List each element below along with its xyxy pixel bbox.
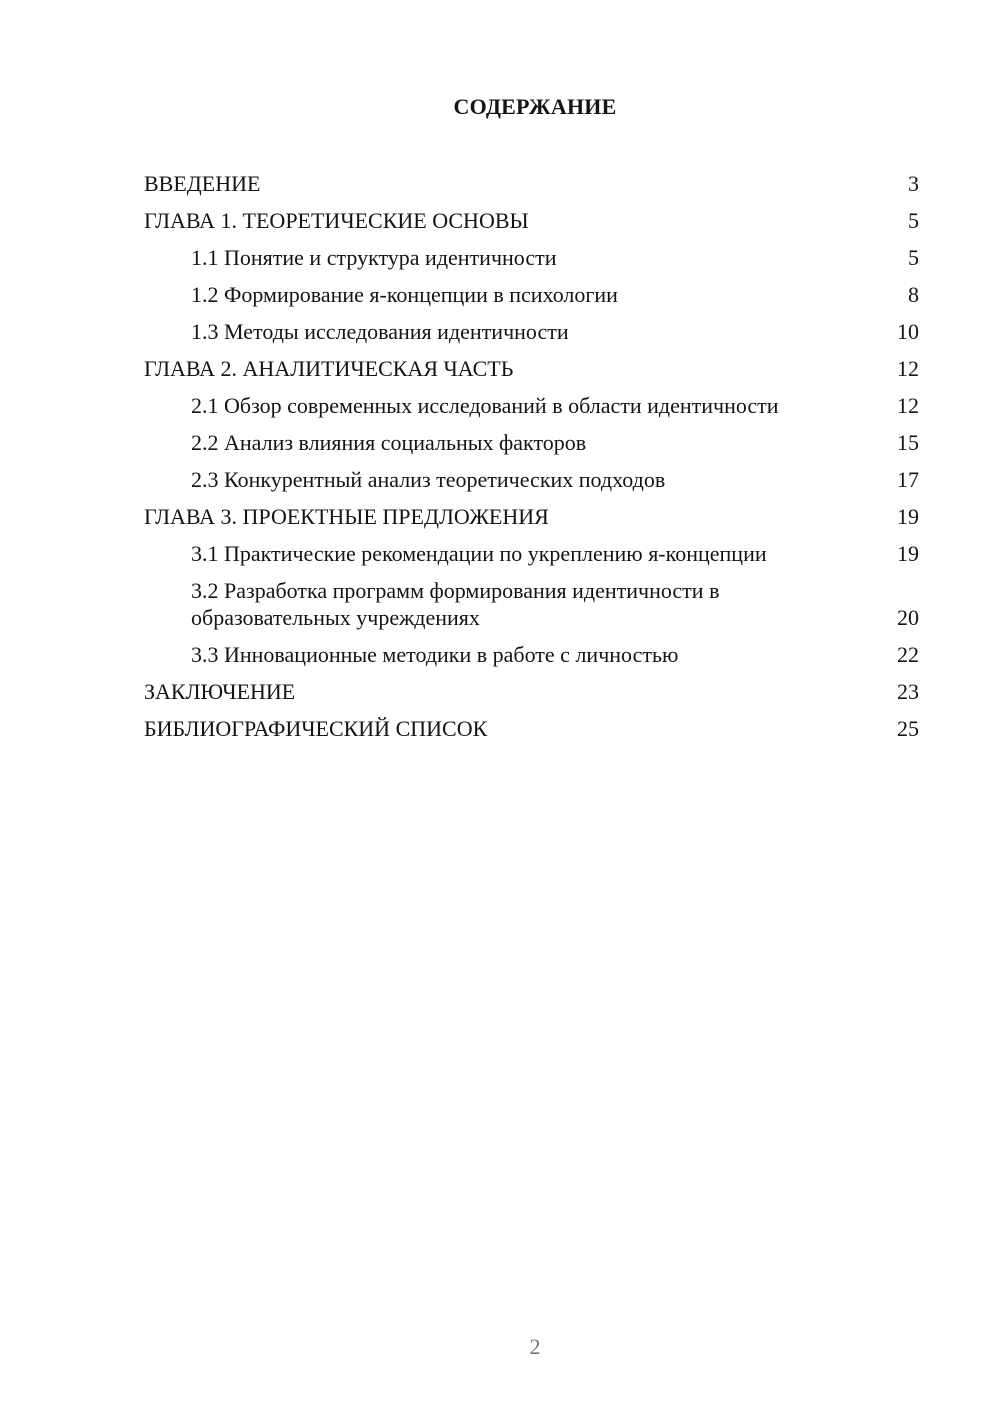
toc-entry-section-1-1[interactable] bbox=[144, 244, 919, 271]
toc-entry-page: 17 bbox=[897, 467, 919, 492]
toc-entry-page: 20 bbox=[897, 605, 919, 630]
toc-entry-text: 1.2 Формирование я-концепции в психологии bbox=[191, 282, 618, 307]
toc-entry-page: 22 bbox=[897, 642, 919, 667]
toc-entry-page: 10 bbox=[897, 319, 919, 344]
toc-entry-section-1-3[interactable] bbox=[144, 318, 919, 345]
toc-entry-section-2-2[interactable] bbox=[144, 429, 919, 456]
toc-entry-text: БИБЛИОГРАФИЧЕСКИЙ СПИСОК bbox=[144, 716, 488, 741]
toc-entry-page: 8 bbox=[908, 282, 919, 307]
toc-entry-page: 25 bbox=[897, 716, 919, 741]
toc-entry-text: 3.1 Практические рекомендации по укреплению я-концепции bbox=[191, 541, 767, 566]
toc-entry-text: 2.3 Конкурентный анализ теоретических подходов bbox=[191, 467, 666, 492]
toc-title: СОДЕРЖАНИЕ bbox=[453, 94, 617, 119]
toc-entry-bibliography[interactable] bbox=[144, 715, 919, 742]
toc-entry-text: 2.2 Анализ влияния социальных факторов bbox=[191, 430, 587, 455]
toc-entry-text: 3.2 Разработка программ формирования идентичности в образовательных учреждениях bbox=[191, 578, 720, 630]
toc-entry-section-3-1[interactable] bbox=[144, 540, 919, 567]
toc-entry-text: 1.1 Понятие и структура идентичности bbox=[191, 245, 557, 270]
toc-entry-text: ГЛАВА 1. ТЕОРЕТИЧЕСКИЕ ОСНОВЫ bbox=[144, 208, 529, 233]
toc-entry-page: 19 bbox=[897, 504, 919, 529]
toc-entry-page: 12 bbox=[897, 356, 919, 381]
toc-entry-text: ЗАКЛЮЧЕНИЕ bbox=[144, 679, 296, 704]
toc-entry-page: 19 bbox=[897, 541, 919, 566]
toc-entry-section-2-1[interactable] bbox=[144, 392, 919, 419]
toc-entry-page: 5 bbox=[908, 208, 919, 233]
toc-entry-page: 12 bbox=[897, 393, 919, 418]
toc-entry-page: 23 bbox=[897, 679, 919, 704]
toc-entry-page: 15 bbox=[897, 430, 919, 455]
toc-entry-chapter-3[interactable] bbox=[144, 503, 919, 530]
toc-entry-section-3-3[interactable] bbox=[144, 641, 919, 668]
toc-entry-chapter-2[interactable] bbox=[144, 355, 919, 382]
toc-entry-section-3-2[interactable] bbox=[144, 577, 919, 631]
page-number: 2 bbox=[529, 1334, 541, 1359]
toc-entry-text: ГЛАВА 3. ПРОЕКТНЫЕ ПРЕДЛОЖЕНИЯ bbox=[144, 504, 549, 529]
toc-entry-section-2-3[interactable] bbox=[144, 466, 919, 493]
toc-entry-page: 3 bbox=[908, 171, 919, 196]
toc-entry-text: 3.3 Инновационные методики в работе с личностью bbox=[191, 642, 679, 667]
toc-entry-chapter-1[interactable] bbox=[144, 207, 919, 234]
toc-entry-page: 5 bbox=[908, 245, 919, 270]
toc-entry-text: 1.3 Методы исследования идентичности bbox=[191, 319, 569, 344]
toc-entry-section-1-2[interactable] bbox=[144, 281, 919, 308]
table-of-contents bbox=[144, 170, 919, 752]
toc-entry-text: ВВЕДЕНИЕ bbox=[144, 171, 261, 196]
toc-entry-conclusion[interactable] bbox=[144, 678, 919, 705]
toc-entry-text: ГЛАВА 2. АНАЛИТИЧЕСКАЯ ЧАСТЬ bbox=[144, 356, 514, 381]
toc-entry-text: 2.1 Обзор современных исследований в области идентичности bbox=[191, 393, 779, 418]
toc-entry-introduction[interactable] bbox=[144, 170, 919, 197]
